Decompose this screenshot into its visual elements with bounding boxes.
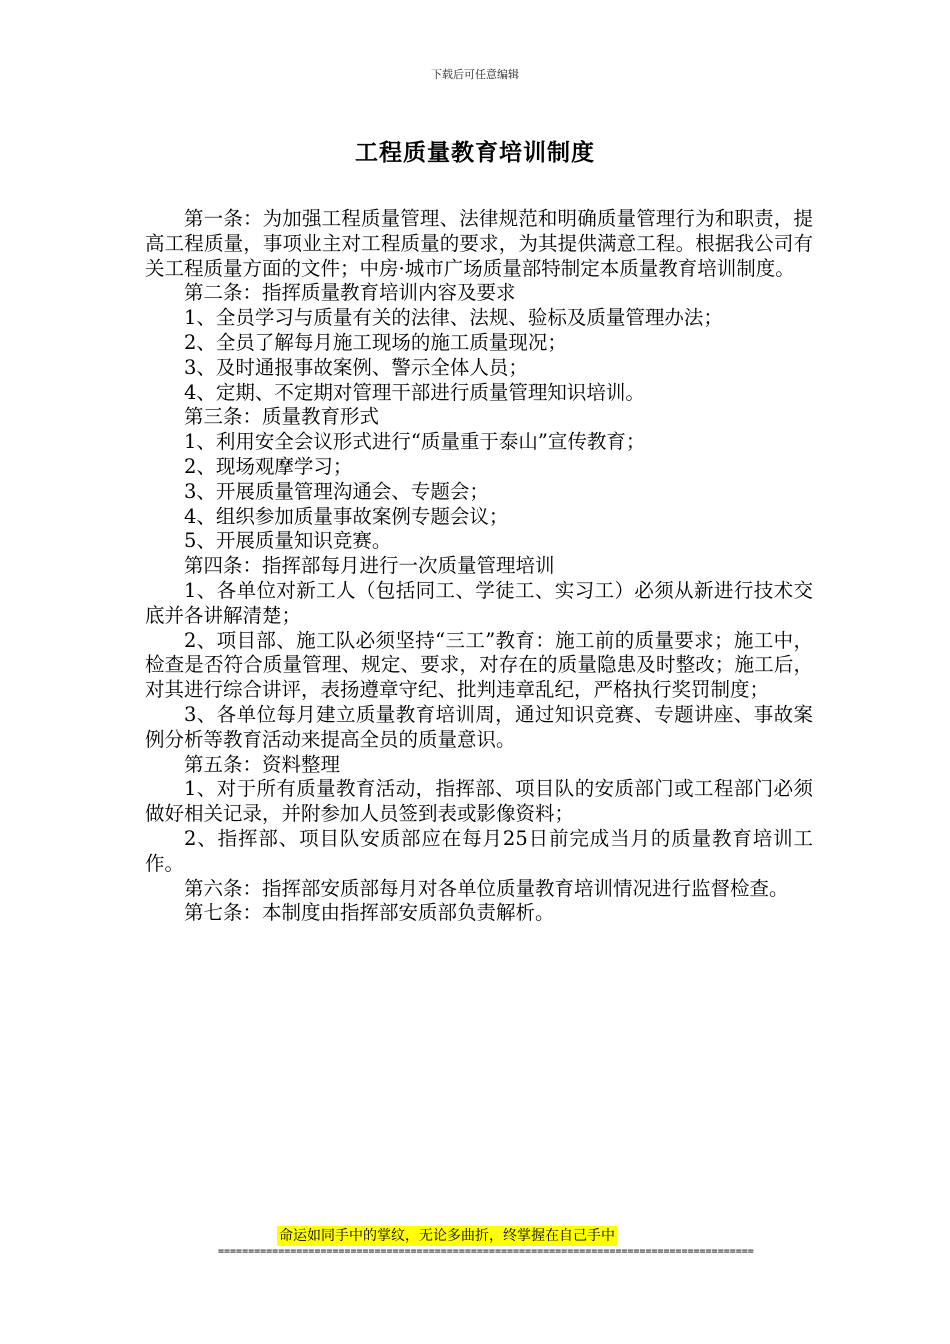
paragraph-item: 4、组织参加质量事故案例专题会议； bbox=[184, 504, 509, 528]
paragraph-item: 1、各单位对新工人（包括同工、学徒工、实习工）必须从新进行技术交底并各讲解清楚； bbox=[145, 578, 813, 627]
footer-divider: ========================================================================================= bbox=[218, 1246, 754, 1257]
paragraph-article-2: 第二条：指挥质量教育培训内容及要求 bbox=[184, 281, 516, 305]
paragraph-item: 5、开展质量知识竞赛。 bbox=[184, 529, 392, 553]
paragraph-item: 3、各单位每月建立质量教育培训周，通过知识竞赛、专题讲座、事故案例分析等教育活动来提高全员的质量意识。 bbox=[145, 702, 813, 751]
paragraph-article-1: 第一条：为加强工程质量管理、法律规范和明确质量管理行为和职责，提高工程质量，事项业主对工程质量的要求，为其提供满意工程。根据我公司有关工程质量方面的文件；中房·城市广场质量部特制定本质量教育培训制度。 bbox=[145, 207, 813, 280]
paragraph-item: 2、全员了解每月施工现场的施工质量现况； bbox=[184, 330, 567, 354]
paragraph-item: 2、指挥部、项目队安质部应在每月25日前完成当月的质量教育培训工作。 bbox=[145, 826, 813, 875]
paragraph-article-4: 第四条：指挥部每月进行一次质量管理培训 bbox=[184, 554, 555, 578]
paragraph-item: 2、现场观摩学习； bbox=[184, 454, 353, 478]
paragraph-item: 1、对于所有质量教育活动，指挥部、项目队的安质部门或工程部门必须做好相关记录，并附参加人员签到表或影像资料； bbox=[145, 777, 813, 826]
paragraph-item: 4、定期、不定期对管理干部进行质量管理知识培训。 bbox=[184, 380, 645, 404]
paragraph-item: 3、开展质量管理沟通会、专题会； bbox=[184, 479, 489, 503]
paragraph-item: 3、及时通报事故案例、警示全体人员； bbox=[184, 355, 528, 379]
document-body bbox=[145, 207, 813, 926]
paragraph-article-5: 第五条：资料整理 bbox=[184, 752, 341, 776]
paragraph-item: 1、利用安全会议形式进行“质量重于泰山”宣传教育； bbox=[184, 430, 646, 454]
footer-motto: 命运如同手中的掌纹，无论多曲折，终掌握在自己手中 bbox=[279, 1228, 615, 1244]
paragraph-item: 2、项目部、施工队必须坚持“三工”教育：施工前的质量要求；施工中，检查是否符合质量管理、规定、要求，对存在的质量隐患及时整改；施工后，对其进行综合讲评，表扬遵章守纪、批判违章乱纪，严格执行奖罚制度； bbox=[145, 628, 813, 702]
paragraph-item: 1、全员学习与质量有关的法律、法规、验标及质量管理办法； bbox=[184, 306, 723, 330]
paragraph-article-7: 第七条：本制度由指挥部安质部负责解析。 bbox=[184, 901, 555, 925]
paragraph-article-6: 第六条：指挥部安质部每月对各单位质量教育培训情况进行监督检查。 bbox=[184, 876, 789, 900]
document-title: 工程质量教育培训制度 bbox=[355, 140, 595, 166]
header-note: 下载后可任意编辑 bbox=[431, 68, 519, 81]
paragraph-article-3: 第三条：质量教育形式 bbox=[184, 405, 380, 429]
